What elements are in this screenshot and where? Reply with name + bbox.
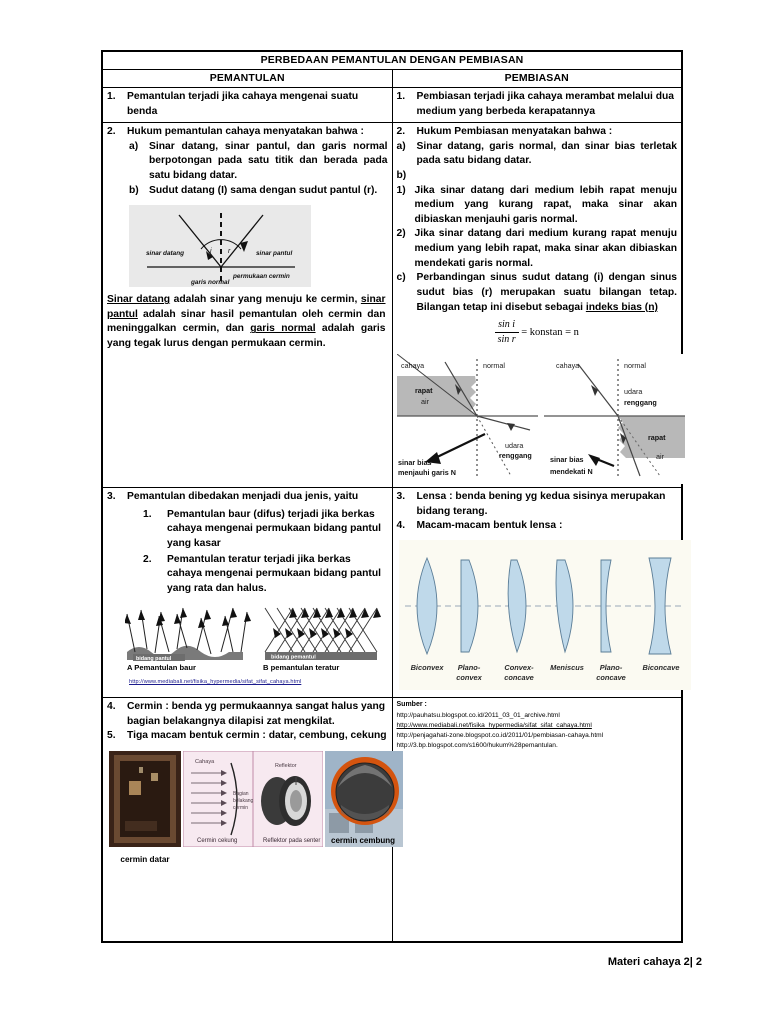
- label-sinar-pantul: sinar pantul: [256, 250, 293, 258]
- comparison-table: [101, 50, 683, 943]
- right-item-2: Hukum Pembiasan menyatakan bahwa :: [416, 126, 613, 138]
- column-header-pemantulan: PEMANTULAN: [103, 70, 393, 88]
- mirror-photos: [109, 751, 396, 866]
- label-garis-normal: garis normal: [191, 279, 230, 287]
- label-bidang-pantul: bidang pantul: [136, 656, 172, 663]
- left-item-1: Pemantulan terjadi jika cahaya mengenai suatu benda: [127, 91, 359, 117]
- refr-left-label-cahaya: cahaya: [400, 360, 424, 370]
- left-item-3a: Pemantulan baur (difus) terjadi jika berkas cahaya mengenai permukaan bidang pantul yang kasar: [167, 508, 382, 549]
- paragraph-part-4: adalah sinar hasil pemantulan oleh cermin dan meninggalkan cermin, dan: [107, 308, 386, 335]
- caption-cermin-cembung: cermin cembung: [331, 835, 396, 845]
- refr-right-label-rapat: rapat: [647, 432, 666, 442]
- left-item-2b: Sudut datang (I) sama dengan sudut pantul (r).: [149, 184, 378, 196]
- sumber-label: Sumber :: [396, 700, 427, 708]
- cell-right-item1: [392, 88, 682, 123]
- refraction-diagrams: [397, 354, 678, 485]
- svg-text:cermin: cermin: [233, 804, 249, 811]
- concave-mirror-diagram: [183, 751, 323, 853]
- convex-mirror-photo-wrap: [325, 751, 403, 853]
- cell-left-item2: [103, 123, 393, 488]
- sumber-link-1[interactable]: http://pauhatsu.blogspot.co.id/2011_03_01_archive.html: [396, 711, 560, 719]
- column-header-pembiasan: PEMBIASAN: [392, 70, 682, 88]
- left-item-3b: Pemantulan teratur terjadi jika berkas cahaya mengenai permukaan bidang pantul yang rata dan halus.: [167, 553, 382, 594]
- refraction-formula: [397, 318, 678, 347]
- sumber-link-3[interactable]: http://penjagahati-zone.blogspot.co.id/2011/01/pembiasan-cahaya.html: [396, 732, 604, 740]
- right-item-4: Macam-macam bentuk lensa :: [416, 520, 563, 532]
- label-sinar-datang: sinar datang: [146, 250, 184, 258]
- regular-reflection-image: [259, 602, 385, 678]
- lens-label-convex-concave-1: Convex-: [503, 662, 534, 672]
- reflection-diagram: [129, 205, 311, 287]
- left-item-2-text: Hukum pemantulan cahaya menyatakan bahwa :: [127, 126, 364, 138]
- cell-left-item1: [103, 88, 393, 123]
- paragraph-part-2: adalah sinar yang menuju ke cermin,: [170, 294, 361, 306]
- refr-left-label-menjauhi: menjauhi garis N: [397, 467, 456, 477]
- lens-label-plano-convex-1: Plano-: [457, 662, 480, 672]
- cell-left-item3: [103, 488, 393, 698]
- refr-right-label-udara: udara: [623, 386, 642, 396]
- refr-left-label-air: air: [420, 396, 429, 406]
- caption-reflektor-senter: Reflektor pada senter: [263, 837, 321, 844]
- term-sinar-datang: Sinar datang: [107, 294, 171, 306]
- left-item-5: Tiga macam bentuk cermin : datar, cembung, cekung: [127, 730, 387, 742]
- left-item-3: [127, 490, 388, 596]
- label-reflektor: Reflektor: [275, 762, 297, 769]
- right-item-3: Lensa : benda bening yg kedua sisinya merupakan bidang terang.: [416, 491, 666, 517]
- refraction-diagram-dense-to-rare: [397, 354, 538, 485]
- caption-cermin-datar: cermin datar: [120, 855, 170, 865]
- label-permukaan-cermin: permukaan cermin: [233, 273, 290, 281]
- formula-equals: = konstan = n: [521, 327, 579, 339]
- caption-cermin-cekung: Cermin cekung: [197, 837, 238, 844]
- refr-left-label-rapat: rapat: [414, 385, 433, 395]
- left-item-2a: Sinar datang, sinar pantul, dan garis normal berpotongan pada satu titik dan berada pada satu bidang datar.: [149, 140, 388, 182]
- cell-right-item3: [392, 488, 682, 698]
- refr-left-label-sinar-bias: sinar bias: [397, 457, 432, 467]
- page-footer: Materi cahaya 2| 2: [607, 956, 702, 968]
- refraction-diagram-rare-to-dense: [544, 354, 685, 485]
- label-bidang-pemantul: bidang pemantul: [271, 654, 316, 661]
- right-item-1: Pembiasan terjadi jika cahaya merambat melalui dua medium yang berbeda kerapatannya: [416, 91, 675, 117]
- label-bagian: Bagian: [233, 790, 249, 797]
- angle-i-label: i: [210, 248, 212, 256]
- term-garis-normal: garis normal: [250, 323, 316, 335]
- lens-label-plano-convex-2: convex: [455, 672, 482, 682]
- lens-label-convex-concave-2: concave: [503, 672, 534, 682]
- left-paragraph: [107, 293, 386, 351]
- right-item-2b-label: b): [396, 170, 407, 182]
- diffuse-regular-images: [125, 602, 388, 678]
- cell-right-item2: [392, 123, 682, 488]
- paragraph-part-6: adalah garis yang tegak lurus dengan permukaan cermin.: [107, 323, 386, 350]
- refr-left-label-renggang: renggang: [498, 450, 532, 460]
- formula-numerator: sin i: [495, 318, 519, 333]
- diffuse-reflection-image: [125, 602, 251, 678]
- left-item-2: [127, 125, 388, 198]
- lens-label-meniscus: Meniscus: [549, 662, 584, 672]
- svg-text:belakang: belakang: [233, 797, 254, 804]
- lens-label-plano-concave-1: Plano-: [599, 662, 622, 672]
- refr-right-label-normal: normal: [623, 360, 646, 370]
- table-title: PERBEDAAN PEMANTULAN DENGAN PEMBIASAN: [103, 52, 682, 70]
- caption-pemantulan-baur: A Pemantulan baur: [127, 663, 196, 673]
- refr-right-label-sinar-bias: sinar bias: [549, 454, 584, 464]
- sumber-block: [397, 700, 678, 752]
- cell-left-item4: [103, 697, 396, 941]
- refr-left-label-normal: normal: [482, 360, 505, 370]
- angle-r-label: r: [228, 248, 231, 256]
- refr-right-label-air: air: [655, 451, 664, 461]
- right-item-2b-1: Jika sinar datang dari medium lebih rapat menuju medium yang kurang rapat, maka sinar akan dibiaskan menjauhi garis normal.: [414, 184, 677, 225]
- caption-pemantulan-teratur: B pemantulan teratur: [263, 663, 340, 673]
- term-sinar-pantul: sinar pantul: [107, 294, 386, 320]
- right-item-2b-2: Jika sinar datang dari medium kurang rapat menuju medium yang lebih rapat, maka sinar akan dibiaskan mendekati garis normal.: [414, 228, 677, 269]
- right-item-2c: [417, 271, 678, 315]
- right-item-2a: Sinar datang, garis normal, dan sinar bias terletak pada satu bidang datar.: [416, 140, 677, 167]
- lens-label-biconcave: Biconcave: [642, 662, 679, 672]
- refr-right-label-mendekati: mendekati N: [549, 466, 593, 476]
- lens-shapes-image: [399, 540, 691, 690]
- right-item-2c-text: Perbandingan sinus sudut datang (i) dengan sinus sudut bias (r) merupakan suatu bilangan tetap. Bilangan tetap ini disebut sebagai: [416, 272, 677, 313]
- refr-right-label-renggang: renggang: [623, 397, 657, 407]
- diffuse-image-source-url[interactable]: http://www.mediabali.net/fisika_hypermedia/sifat_sifat_cahaya.html: [129, 679, 302, 685]
- term-indeks-bias: indeks bias (n): [585, 301, 658, 313]
- sumber-link-2[interactable]: http://www.mediabali.net/fisika_hypermedia/sifat_sifat_cahaya.html: [396, 722, 592, 730]
- lens-label-plano-concave-2: concave: [595, 672, 626, 682]
- left-item-3-text: Pemantulan dibedakan menjadi dua jenis, yaitu: [127, 491, 359, 503]
- label-cahaya: Cahaya: [195, 758, 215, 765]
- flat-mirror-photo-wrap: [109, 751, 181, 866]
- sumber-link-4[interactable]: http://3.bp.blogspot.com/s1600/hukum%28pemantulan.: [396, 742, 558, 750]
- cell-right-sumber: [392, 697, 682, 941]
- lens-label-biconvex: Biconvex: [410, 662, 443, 672]
- refr-right-label-cahaya: cahaya: [555, 360, 579, 370]
- left-item-4: Cermin : benda yg permukaannya sangat halus yang bagian belakangnya dilapisi zat mengkilat.: [127, 700, 386, 727]
- formula-denominator: sin r: [497, 334, 516, 346]
- refr-left-label-udara: udara: [504, 440, 523, 450]
